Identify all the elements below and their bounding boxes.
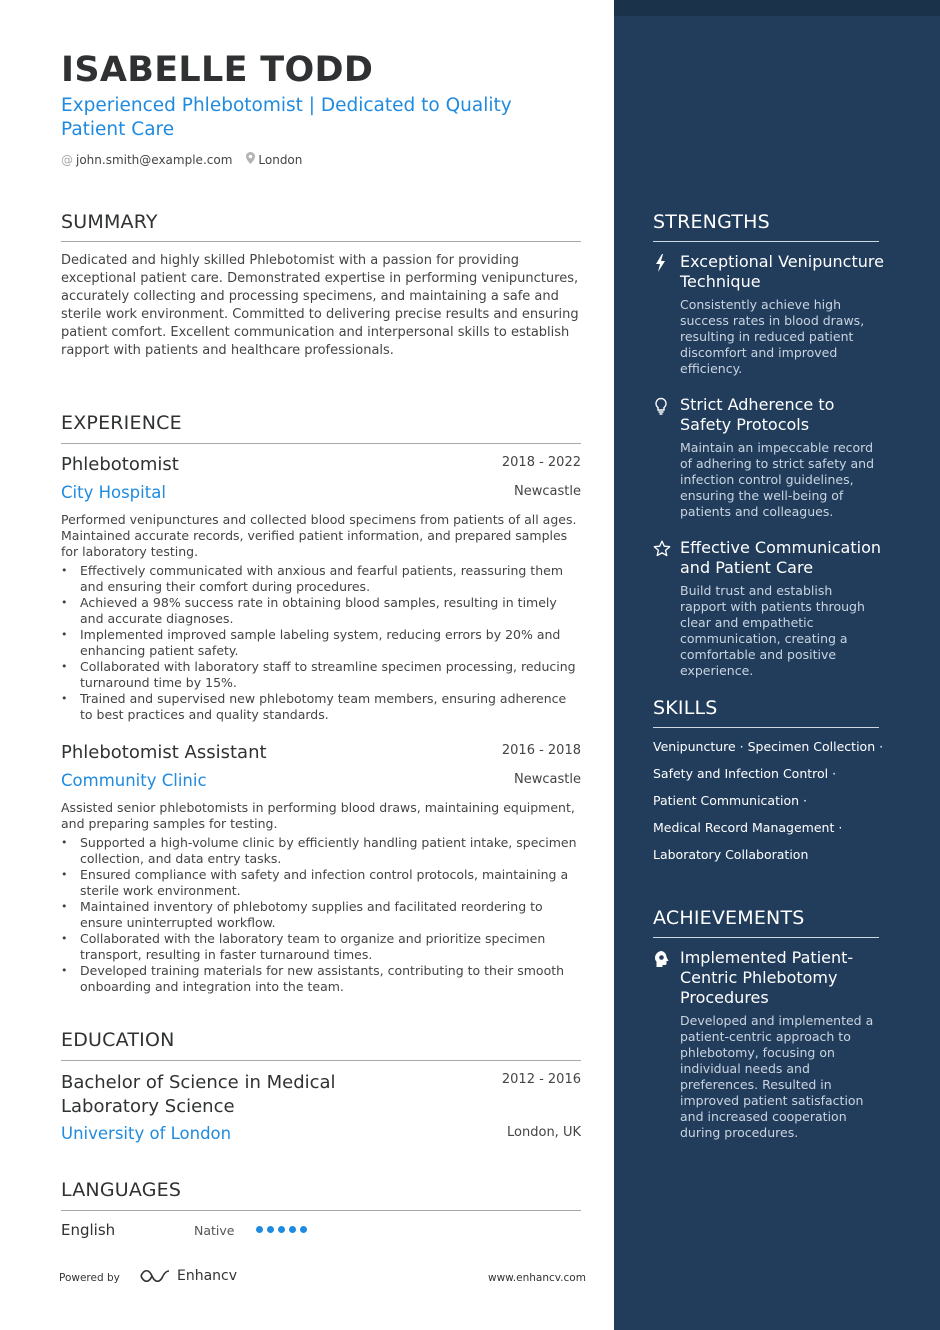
contact-email[interactable]: john.smith@example.com [76,152,233,167]
job-bullet: • Ensured compliance with safety and infection control protocols, maintaining a sterile work environment. [61,867,581,899]
job-bullet: • Implemented improved sample labeling system, reducing errors by 20% and enhancing patient safety. [61,627,581,659]
sidebar-top-strip [614,0,940,16]
achievement-description: Developed and implemented a patient-centric approach to phlebotomy, focusing on individual needs and preferences. Resulted in improved patient satisfaction and increased cooperation during procedures. [680,1013,874,1140]
footer-website[interactable]: www.enhancv.com [488,1272,586,1284]
language-proficiency-dots [256,1226,311,1233]
proficiency-dot [256,1226,263,1233]
job-bullet: • Effectively communicated with anxious and fearful patients, reassuring them and ensuring their comfort during procedures. [61,563,581,595]
skill-line: Venipuncture · Specimen Collection · [653,739,884,754]
strength-title: Effective Communication and Patient Care [680,538,881,577]
strength-title: Strict Adherence to Safety Protocols [680,395,835,434]
language-level: Native [194,1223,235,1238]
strength-description: Build trust and establish rapport with patients through clear and empathetic communication, creating a comfortable and positive experience. [680,583,865,678]
skill-line: Safety and Infection Control · [653,766,837,781]
strength-description: Maintain an impeccable record of adhering to strict safety and infection control guidelines, ensuring the well-being of patients and colleagues. [680,440,875,519]
job-dates: 2018 - 2022 [501,455,581,470]
strength-description: Consistently achieve high success rates in blood draws, resulting in reduced patient discomfort and improved efficiency. [680,297,865,376]
job-bullet: • Developed training materials for new assistants, contributing to their smooth onboarding and integration into the team. [61,963,581,995]
strength-title: Exceptional Venipuncture Technique [680,252,884,291]
job-bullets [61,835,581,995]
lightning-bolt-icon [653,254,671,272]
job-bullet: • Maintained inventory of phlebotomy supplies and facilitated reordering to ensure uninterrupted workflow. [61,899,581,931]
job-bullets [61,563,581,723]
experience-heading: EXPERIENCE [61,412,182,434]
summary-heading: SUMMARY [61,211,158,233]
education-divider [61,1060,581,1061]
skills-heading: SKILLS [653,697,718,719]
at-icon: @ [61,152,73,167]
job-dates: 2016 - 2018 [501,743,581,758]
lightbulb-icon [653,397,671,415]
job-bullet: • Trained and supervised new phlebotomy team members, ensuring adherence to best practices and quality standards. [61,691,581,723]
strengths-heading: STRENGTHS [653,211,770,233]
proficiency-dot [267,1226,274,1233]
achievements-heading: ACHIEVEMENTS [653,907,805,929]
job-title: Phlebotomist [61,454,179,475]
enhancv-logo[interactable] [139,1268,237,1284]
achievements-divider [653,937,879,938]
skills-list [653,738,888,873]
job-description: Performed venipunctures and collected blood specimens from patients of all ages. Maintained accurate records, verified patient information, and prepared samples for laboratory testing. [61,512,577,559]
education-location: London, UK [507,1125,581,1140]
experience-divider [61,443,581,444]
summary-divider [61,241,581,242]
job-description: Assisted senior phlebotomists in performing blood draws, maintaining equipment, and preparing samples for testing. [61,800,575,831]
contact-location: London [258,152,303,167]
candidate-name: ISABELLE TODD [61,50,374,90]
job-company: Community Clinic [61,771,207,790]
skill-line: Laboratory Collaboration [653,847,809,862]
job-location: Newcastle [514,772,581,787]
strengths-divider [653,241,879,242]
degree-title: Bachelor of Science in Medical Laboratory Science [61,1072,336,1117]
language-name: English [61,1221,116,1239]
skills-divider [653,727,879,728]
star-icon [653,540,671,558]
proficiency-dot [300,1226,307,1233]
skill-line: Patient Communication · [653,793,807,808]
job-location: Newcastle [514,484,581,499]
enhancv-brand: Enhancv [177,1268,238,1284]
job-bullet: • Supported a high-volume clinic by efficiently handling patient intake, specimen collection, and data entry tasks. [61,835,581,867]
languages-heading: LANGUAGES [61,1179,182,1201]
achievement-title: Implemented Patient-Centric Phlebotomy Procedures [680,948,854,1007]
education-dates: 2012 - 2016 [501,1072,581,1087]
candidate-headline: Experienced Phlebotomist | Dedicated to Quality Patient Care [61,95,512,140]
job-bullet: • Collaborated with the laboratory team to organize and prioritize specimen transport, resulting in faster turnaround times. [61,931,581,963]
job-bullet: • Achieved a 98% success rate in obtaining blood samples, resulting in timely and accurate diagnoses. [61,595,581,627]
enhancv-logo-icon [139,1268,171,1284]
education-heading: EDUCATION [61,1029,175,1051]
languages-divider [61,1210,581,1211]
job-bullet: • Collaborated with laboratory staff to streamline specimen processing, reducing turnaround time by 15%. [61,659,581,691]
proficiency-dot [278,1226,285,1233]
powered-by-label: Powered by [59,1272,120,1284]
job-title: Phlebotomist Assistant [61,742,267,763]
skill-line: Medical Record Management · [653,820,843,835]
head-brain-icon [653,950,671,968]
education-school: University of London [61,1124,232,1143]
proficiency-dot [289,1226,296,1233]
job-company: City Hospital [61,483,166,502]
map-pin-icon [246,152,255,167]
summary-text: Dedicated and highly skilled Phlebotomist with a passion for providing exceptional patient care. Demonstrated expertise in performing venipunctures, accurately collecting and processing specimens, and maintaining a safe and sterile work environment. Committed to delivering precise results and ensuring patient comfort. Excellent communication and interpersonal skills to establish rapport with patients and healthcare professionals. [61,253,579,358]
contact-line [61,152,302,167]
